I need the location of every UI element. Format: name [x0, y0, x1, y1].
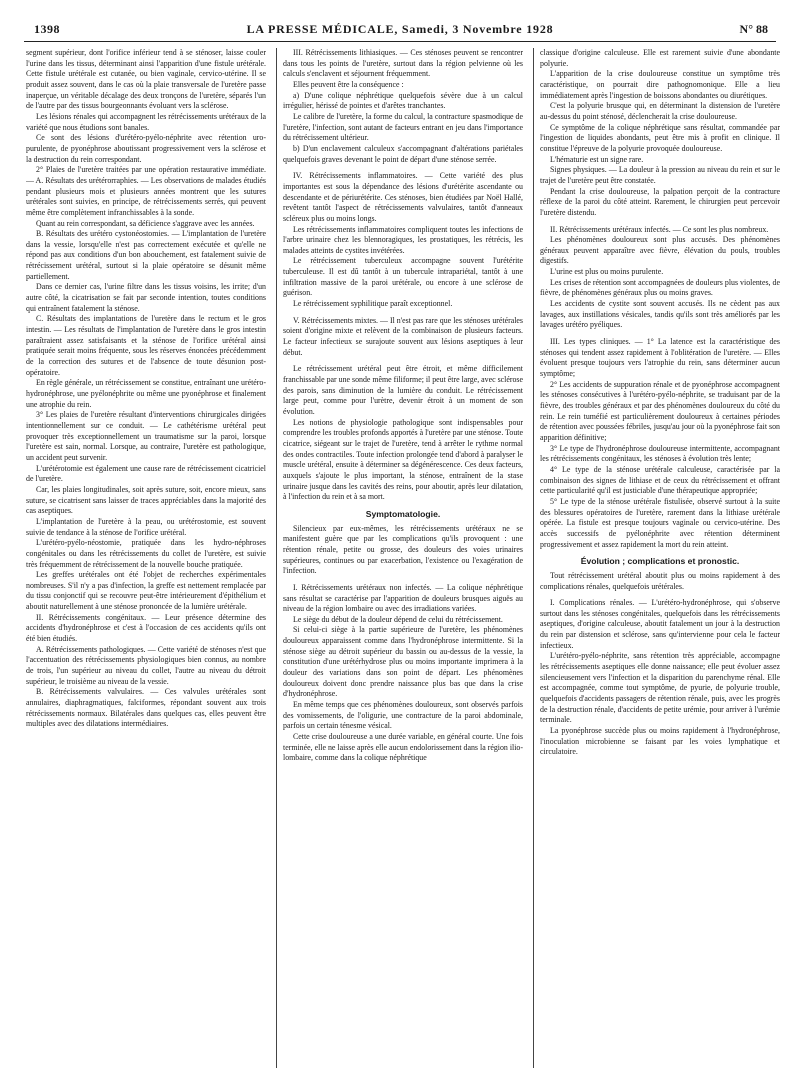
paragraph: Tout rétrécissement urétéral aboutit plus ou moins rapidement à des complications rénales, quelquefois urétérales. — [540, 570, 780, 591]
paragraph: 2° Les accidents de suppuration rénale et de pyonéphrose accompagnent les sténoses consécutives à l'urétéro-pyélo-néphrite, se traduisant par de la fièvre, des troubles généraux et par des phénomènes douloureux du côté du rein. Le rein tuméfié est particulièrement douloureux à certaines périodes de rétention avec poussées fébriles, jusqu'au jour où la pyonéphrose fait son apparition définitive; — [540, 379, 780, 442]
paragraph: L'implantation de l'uretère à la peau, ou urétérostomie, est souvent suivie de tendance à la sténose de l'orifice urétéral. — [26, 516, 266, 537]
paragraph: Ce symptôme de la colique néphrétique sans résultat, commandée par l'ingestion de liquides abondants, peut être mis à profit en clinique. Il constitue l'épreuve de la polyurie provoquée douloureuse. — [540, 122, 780, 153]
paragraph: III. Rétrécissements lithiasiques. — Ces sténoses peuvent se rencontrer dans tous les points de l'uretère, surtout dans la région pelvienne où les calculs s'enclavent et séjournent fréquemment. — [283, 48, 523, 79]
text-column-1 — [26, 48, 266, 1068]
paragraph: C'est la polyurie brusque qui, en déterminant la distension de l'uretère au-dessus du point sténosé, déclencherait la crise douloureuse. — [540, 101, 780, 121]
text-column-3 — [540, 48, 780, 1068]
paragraph: Dans ce dernier cas, l'urine filtre dans les tissus voisins, les irrite; d'un autre côté, la cicatrisation se fait par seconde intention, toutes conditions qui entraînent fatalement la sténose. — [26, 282, 266, 313]
paragraph: 2° Plaies de l'uretère traitées par une opération restaurative immédiate. — A. Résultats des urétérorraphies. — Les observations de malades étudiés pendant plusieurs mois et plusieurs années montrent que les sutures urétérales sont suivies, en principe, de rétrécissements serrés, qui peuvent même être complètement infranchissables à la sonde. — [26, 165, 266, 217]
paragraph: 3° Le type de l'hydronéphrose douloureuse intermittente, accompagnant les rétrécissements congénitaux, les sténoses à évolution très lente; — [540, 443, 780, 464]
paragraph: 5° Le type de la sténose urétérale fistulisée, observé surtout à la suite des blessures opératoires de l'uretère, rarement dans la lithiase urétérale opérée. La fistule est presque toujours vaginale ou cervico-utérine. Des accès successifs de pyélonéphrite avec rétention déterminent progressivement et assez rapidement la mort du rein atteint. — [540, 496, 780, 549]
paragraph: Elles peuvent être la conséquence : — [293, 79, 404, 89]
paragraph: A. Rétrécissements pathologiques. — Cette variété de sténoses n'est que l'accentuation des rétrécissements physiologiques bien connus, au nombre de trois, l'un supérieur au niveau du collet, l'autre au niveau du détroit supérieur, le troisième au niveau de la vessie. — [26, 644, 266, 686]
column-divider — [276, 48, 277, 1068]
paragraph: I. Rétrécissements urétéraux non infectés. — La colique néphrétique sans résultat se caractérise par l'apparition de douleurs brusques aiguës au niveau de la région lombaire ou avec des irradiations variées. — [283, 582, 523, 614]
paragraph: Signes physiques. — La douleur à la pression au niveau du rein et sur le trajet de l'uretère peut être constatée. — [540, 165, 780, 185]
paragraph: L'apparition de la crise douloureuse constitue un symptôme très caractéristique, on pourrait dire pathognomonique. Elle a lieu immédiatement après l'ingestion de boissons abondantes ou diurétiques. — [540, 69, 780, 100]
paragraph: En même temps que ces phénomènes douloureux, sont observés parfois des vomissements, de l'oligurie, une contracture de la paroi abdominale, parfois un certain ténesme vésical. — [283, 700, 523, 731]
paragraph: Le rétrécissement tuberculeux accompagne souvent l'urétérite tuberculeuse. Il est dû tantôt à un tubercule intrapariétal, tantôt à une infiltration massive de la paroi urétérale, ou encore à une sclérose de guérison. — [283, 256, 523, 298]
paragraph: La pyonéphrose succède plus ou moins rapidement à l'hydronéphrose, l'inoculation microbienne se faisant par les voies lymphatique et circulatoire. — [540, 726, 780, 757]
paragraph: segment supérieur, dont l'orifice inférieur tend à se sténoser, laisse couler l'urine dans les tissus, déterminant ainsi l'apparition d'une fistule urétérale. Cette fistule urétérale est cutanée, ou bien vaginale, cervico-utérine. Il se produit assez souvent, dans le cas où la plaie transversale de l'uretère passe inaperçue, un véritable décalage des deux tronçons de l'uretère, séparés l'un de l'autre par des tissus bourgeonnants évoluant vers la sclérose. — [26, 48, 266, 111]
paragraph: C. Résultats des implantations de l'uretère dans le rectum et le gros intestin. — Les résultats de l'implantation de l'uretère dans le gros intestin paraîtraient assez satisfaisants et la sténose de l'orifice urétéral ainsi pratiquée serait moins fréquente, sous les réserves énoncées précédemment de la correction des sutures et de l'absence de toute désunion post-opératoire. — [26, 314, 266, 377]
paragraph: Le rétrécissement syphilitique paraît exceptionnel. — [293, 299, 453, 309]
paragraph: classique d'origine calculeuse. Elle est rarement suivie d'une abondante polyurie. — [540, 48, 780, 68]
paragraph: Les lésions rénales qui accompagnent les rétrécissements urétéraux de la variété que nous étudions sont banales. — [26, 111, 266, 132]
issue-number: N° 88 — [739, 22, 768, 36]
paragraph: b) D'un enclavement calculeux s'accompagnant d'altérations pariétales quelquefois graves devenant le point de départ d'une sténose serrée. — [283, 143, 523, 164]
journal-title: LA PRESSE MÉDICALE, Samedi, 3 Novembre 1928 — [246, 22, 554, 36]
paragraph: B. Rétrécissements valvulaires. — Ces valvules urétérales sont annulaires, diaphragmatiques, falciformes, répondant souvent aux trois rétrécissements normaux. Bilatérales dans quelques cas, elles peuvent être multiples avec des dilatations intermédiaires. — [26, 687, 266, 729]
paragraph: a) D'une colique néphrétique quelquefois sévère due à un calcul irrégulier, hérissé de pointes et d'arêtes tranchantes. — [283, 90, 523, 111]
paragraph: L'hématurie est un signe rare. — [550, 154, 644, 164]
section-heading-evolution: Évolution ; complications et pronostic. — [580, 556, 740, 567]
paragraph: Car, les plaies longitudinales, soit après suture, soit, encore mieux, sans suture, se cicatrisent sans laisser de traces appréciables dans la majorité des cas aseptiques. — [26, 484, 266, 516]
paragraph: Le calibre de l'uretère, la forme du calcul, la contracture spasmodique de l'uretère, l'infection, sont autant de facteurs entrant en jeu dans l'importance du rétrécissement ultérieur. — [283, 111, 523, 143]
paragraph: L'urétéro-pyélo-néostomie, pratiquée dans les hydro-néphroses congénitales ou dans les rétrécissements du collet de l'uretère, est suivie très fréquemment de rétrécissement de la nouvelle bouche pratiquée. — [26, 538, 266, 569]
paragraph: Silencieux par eux-mêmes, les rétrécissements urétéraux ne se manifestent guère que par les complications qu'ils provoquent : une rétention rénale, petite ou grosse, des douleurs des voies urinaires supérieures, continues ou par exacerbation, l'existence ou l'exagération de l'infection. — [283, 523, 523, 576]
paragraph: Quant au rein correspondant, sa déficience s'aggrave avec les années. — [36, 218, 255, 228]
paragraph: III. Les types cliniques. — 1° La latence est la caractéristique des sténoses qui tendent assez rapidement à l'oblitération de l'uretère. — Elles évoluent presque toujours vers l'atrophie du rein, sans déterminer aucun symptôme; — [540, 337, 780, 379]
paragraph: B. Résultats des urétéro cystonéostomies. — L'implantation de l'uretère dans la vessie, lorsqu'elle n'est pas correctement exécutée et qu'elle ne répond pas aux conditions d'un bon abouchement, est fatalement suivie de rétrécissement urétéral, surtout si la plaie opératoire se désunit même partiellement. — [26, 229, 266, 281]
paragraph: Ce sont des lésions d'urétéro-pyélo-néphrite avec rétention uro-purulente, de pyonéphrose aboutissant progressivement vers la sclérose et la destruction du rein correspondant. — [26, 133, 266, 164]
header-rule — [24, 41, 776, 42]
paragraph: L'urétéro-pyélo-néphrite, sans rétention très appréciable, accompagne les rétrécissements aseptiques elle donne naissance; elle peut évoluer assez silencieusement vers l'infection et la disparition du parenchyme rénal. Elle est accompagnée, comme tout symptôme, de pyurie, de polyurie trouble, quelquefois d'accidents passagers de rétention rénale, puis, avec les progrès de la destruction rénale, d'accidents de petite urémie, pour arriver à l'urémie terminale. — [540, 651, 780, 725]
paragraph: Cette crise douloureuse a une durée variable, en général courte. Une fois terminée, elle ne laisse après elle aucun endolorissement dans la région ilio-lombaire, comme dans la colique néphrétique — [283, 732, 523, 763]
paragraph: 4° Le type de la sténose urétérale calculeuse, caractérisée par la combinaison des signes de lithiase et de ceux du rétrécissement et offrant cette particularité qu'il est justiciable d'une thérapeutique appropriée; — [540, 464, 780, 496]
paragraph: Si celui-ci siège à la partie supérieure de l'uretère, les phénomènes douloureux apparaissent comme dans l'hydronéphrose intermittente. Si la sténose siège au détroit supérieur du bassin ou au-dessus de la vessie, la constitution d'une urétérhydrose plus ou moins importante imprimera à la douleur des variations dans son point de départ. Les phénomènes douloureux doivent donc prendre naissance plus bas que dans la crise d'hydronéphrose. — [283, 625, 523, 699]
paragraph: En règle générale, un rétrécissement se constitue, entraînant une urétéro-hydronéphrose, une pyélonéphrite ou même une pyonéphrose et finalement une atrophie du rein. — [26, 378, 266, 409]
paragraph: Les greffes urétérales ont été l'objet de recherches expérimentales nombreuses. S'il n'y a pas d'infection, la greffe est nettement remplacée par du tissu conjonctif qui se recouvre peut-être intérieurement d'épithélium et aboutit naturellement à une sténose prononcée de la lumière urétérale. — [26, 570, 266, 612]
paragraph: II. Rétrécissements urétéraux infectés. — Ce sont les plus nombreux. — [550, 224, 769, 234]
paragraph: 3° Les plaies de l'uretère résultant d'interventions chirurgicales dirigées intentionnellement sur ce conduit. — Le cathétérisme urétéral peut provoquer très exceptionnellement un traumatisme sur la paroi, lorsque l'uretère est sain, normal. Lorsque, au contraire, l'uretère est pathologique, un accident peut survenir. — [26, 410, 266, 462]
paragraph: Le siège du début de la douleur dépend de celui du rétrécissement. — [293, 614, 503, 624]
page-number: 1398 — [34, 22, 60, 36]
paragraph: I. Complications rénales. — L'urétéro-hydronéphrose, qui s'observe surtout dans les sténoses congénitales, quelquefois dans les rétrécissements aseptiques, d'origine calculeuse, aboutit fatalement un jour à la destruction du rein par distension et sclérose, sans qu'intervienne pour cela le facteur infectieux. — [540, 598, 780, 650]
paragraph: L'urétérotomie est également une cause rare de rétrécissement cicatriciel de l'uretère. — [26, 463, 266, 484]
paragraph: L'urine est plus ou moins purulente. — [550, 267, 664, 277]
section-heading-symptomatology: Symptomatologie. — [365, 508, 441, 519]
column-divider — [533, 48, 534, 1068]
text-column-2 — [283, 48, 523, 1068]
paragraph: Les crises de rétention sont accompagnées de douleurs plus violentes, de fièvre, de phénomènes généraux plus ou moins graves. — [540, 277, 780, 298]
paragraph: Pendant la crise douloureuse, la palpation perçoit de la contracture réflexe de la paroi du côté atteint. Rarement, le chirurgien peut percevoir l'uretère distendu. — [540, 186, 780, 217]
paragraph: IV. Rétrécissements inflammatoires. — Cette variété des plus importantes est sous la dépendance des lésions d'urétérite ascendante ou descendante et de périurétérite. Ces sténoses, bien étudiées par Noël Hallé, revêtent tantôt l'aspect de rétrécissements valvulaires, tantôt d'anneaux scléreux plus ou moins longs. — [283, 171, 523, 223]
page-header — [24, 22, 776, 40]
paragraph: Les accidents de cystite sont souvent accusés. Ils ne cèdent pas aux lavages, aux instillations vésicales, tandis qu'ils sont très améliorés par les lavages urétéro pyéliques. — [540, 299, 780, 330]
paragraph: II. Rétrécissements congénitaux. — Leur présence détermine des accidents d'hydronéphrose et c'est à l'occasion de ces accidents qu'ils ont été bien étudiés. — [26, 612, 266, 644]
paragraph: Les phénomènes douloureux sont plus accusés. Des phénomènes généraux peuvent apparaître avec fièvre, élévation du pouls, troubles digestifs. — [540, 235, 780, 266]
paragraph: Les notions de physiologie pathologique sont indispensables pour comprendre les troubles profonds apportés à l'uretère par une sténose. Toute cicatrice, siégeant sur le trajet de l'uretère, tend à arrêter le rythme normal des ondes contractiles. Toute infection prolongée tend d'abord à paralyser le muscle urétéral, ensuite à déterminer sa dégénérescence. Ces deux facteurs, auxquels s'ajoute le plus important, la sténose, entraînent de la stase urinaire jusque dans les cavités des reins, pour aboutir, après leur dilatation, à l'infection du rein et à sa mort. — [283, 417, 523, 502]
paragraph: Les rétrécissements inflammatoires compliquent toutes les infections de l'arbre urinaire chez les blennoragiques, les prostatiques, les rétrécis, les malades atteints de cystites invétérées. — [283, 224, 523, 255]
paragraph: Le rétrécissement urétéral peut être étroit, et même difficilement franchissable par une sonde même filiforme; il peut être large, avec sclérose des parois, sans diminution de la lumière du conduit. Le rétrécissement large peut, comme pour l'urètre, devenir étroit à un moment de son évolution. — [283, 364, 523, 416]
paragraph: V. Rétrécissements mixtes. — Il n'est pas rare que les sténoses urétérales soient d'origine mixte et relèvent de la combinaison de plusieurs facteurs. Le facteur infectieux se surajoute souvent aux lésions aseptiques à leur début. — [283, 315, 523, 357]
